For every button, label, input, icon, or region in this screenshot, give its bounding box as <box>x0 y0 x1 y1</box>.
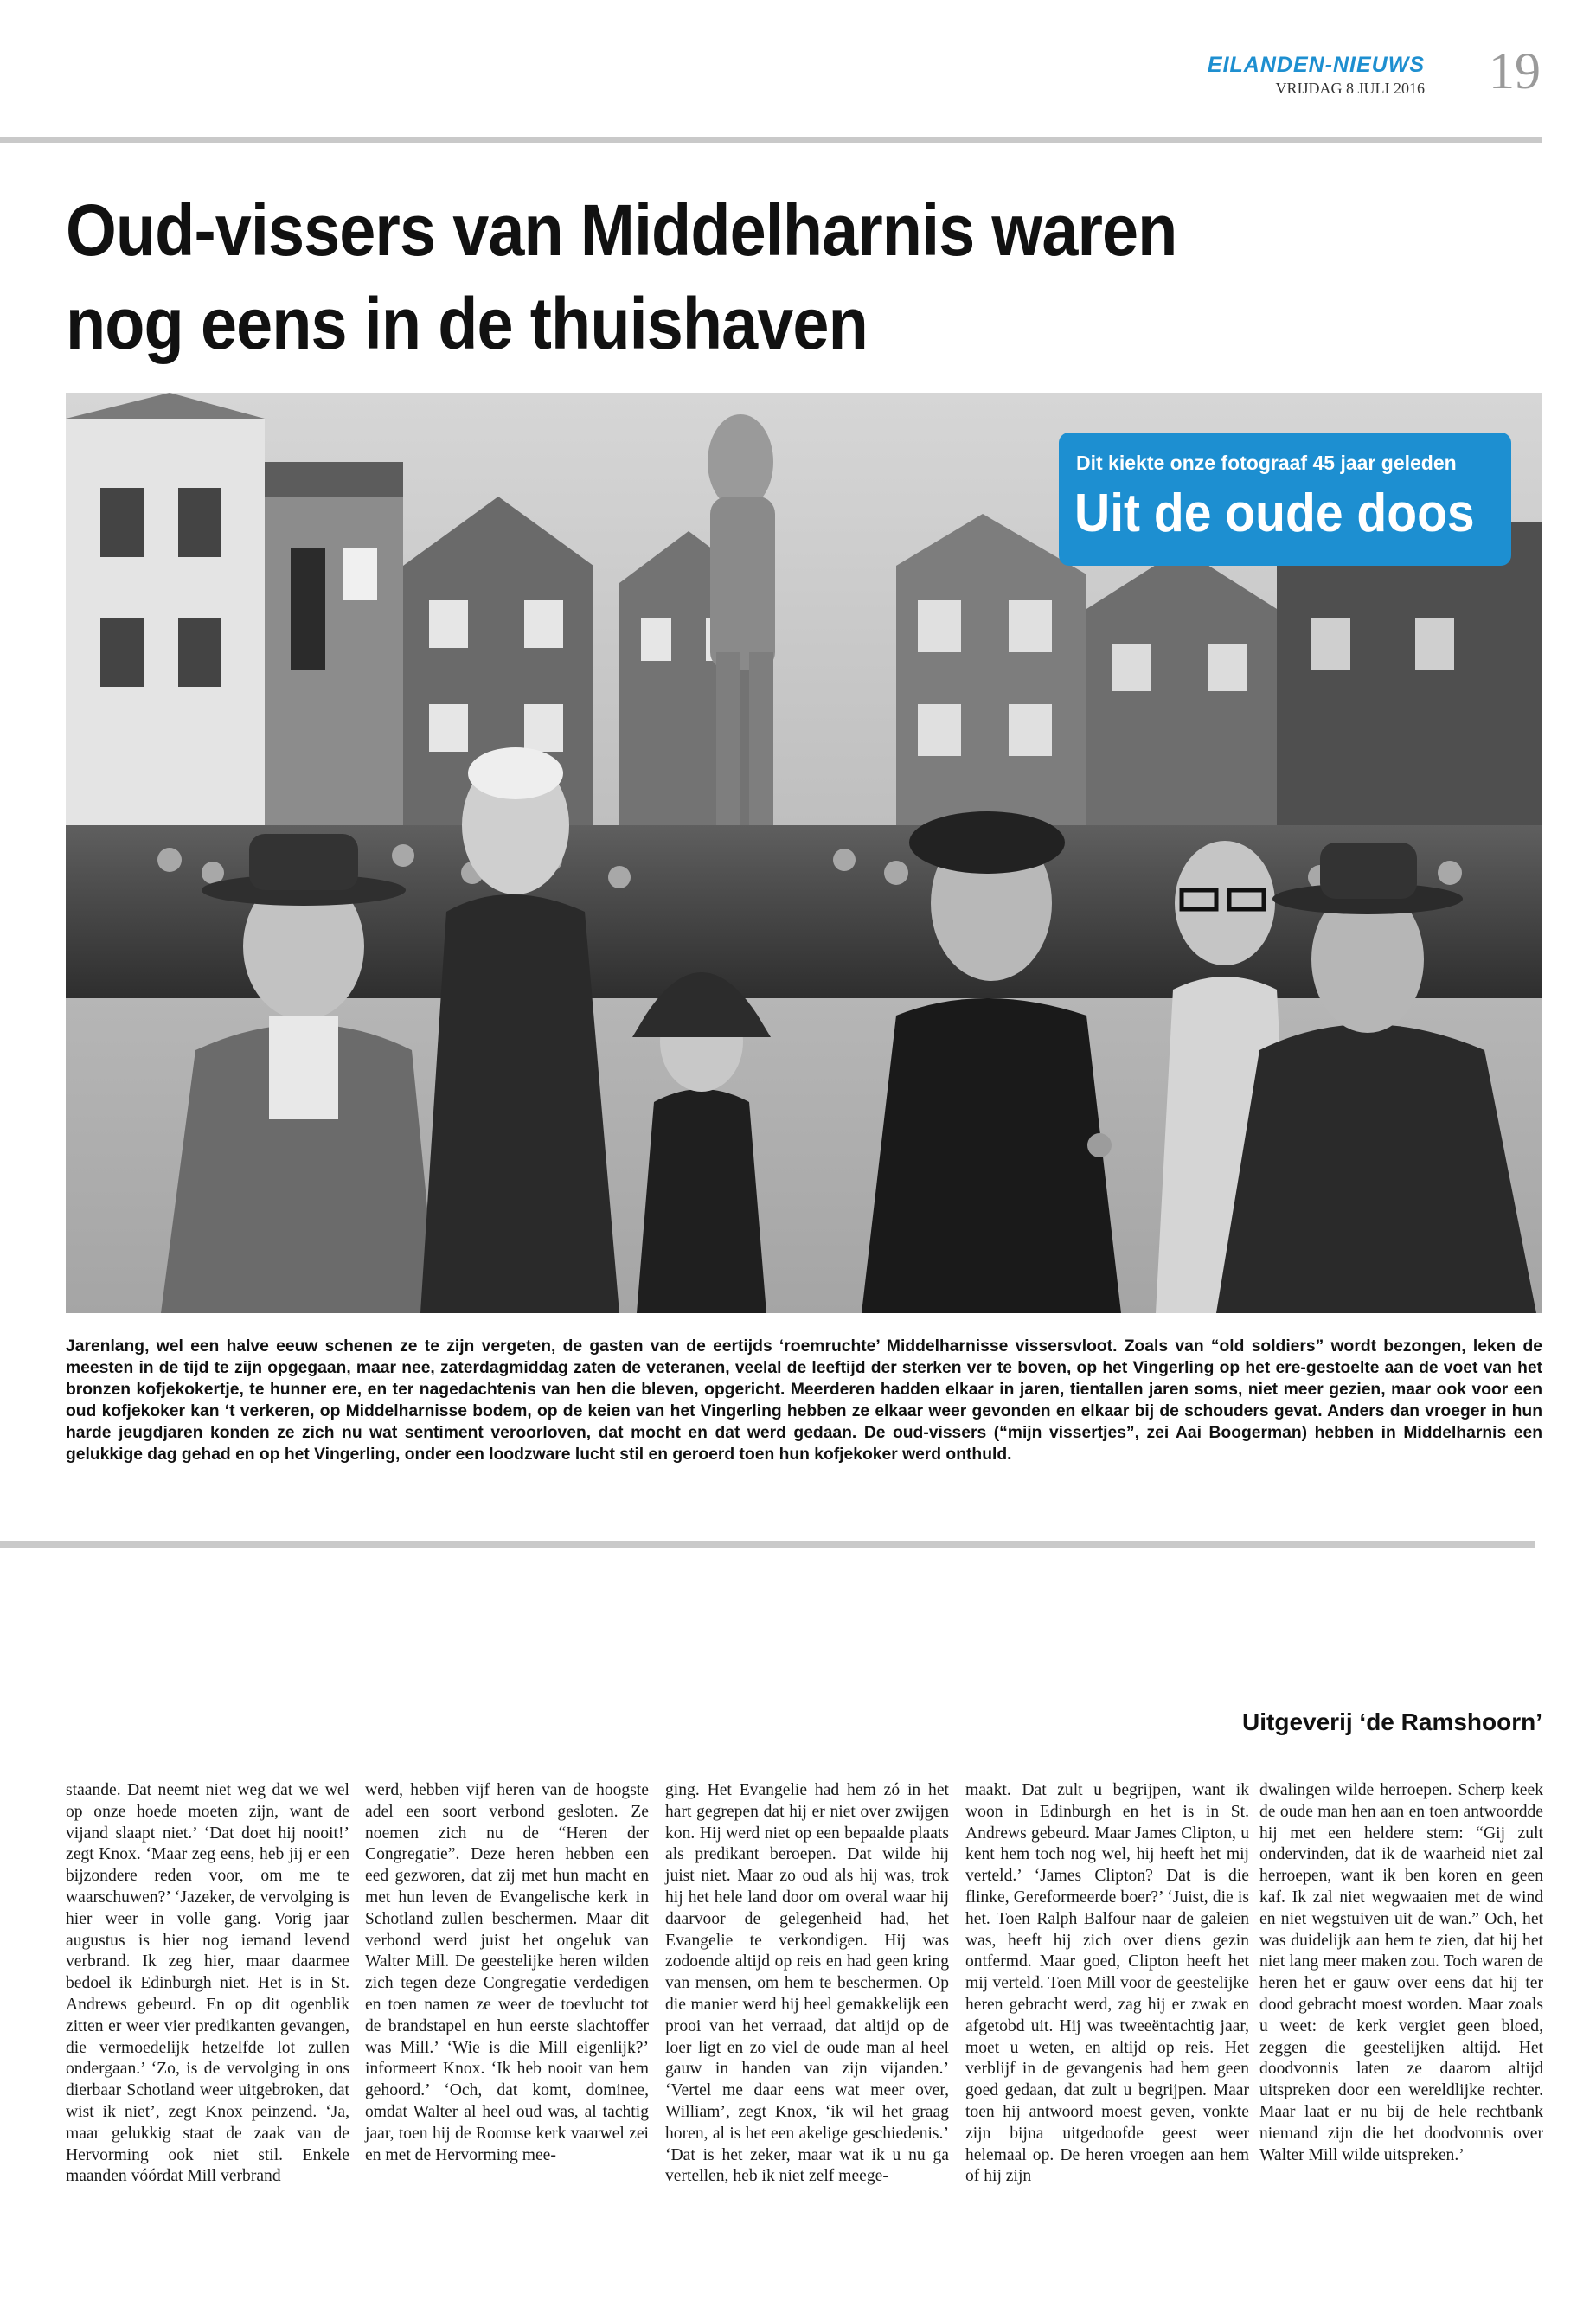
child-center <box>632 972 771 1313</box>
column-text: werd, hebben vijf heren van de hoogste adel een soort verbond gesloten. Ze noemen zich nu de “Heren der Congregatie”. Deze heren hebben een eed gezworen, dat zij met hun macht en met hun leven de Evangelische kerk in Schotland zullen beschermen. Maar dit verbond werd juist het ongeluk van Walter Mill. De geestelijke heren wilden zich tegen deze Congregatie verdedigen en toen namen ze weer de toevlucht tot de brandstapel en hun eerste slachtoffer was Mill.’ ‘Wie is die Mill eigenlijk?’ informeert Knox. ‘Ik heb nooit van hem gehoord.’ ‘Och, dat komt, dominee, omdat Walter al heel oud was, al tachtig jaar, toen hij de Roomse kerk vaarwel zei en met de Hervorming mee- <box>365 1781 649 2164</box>
badge-title: Uit de oude doos <box>1074 484 1475 543</box>
masthead <box>1208 54 1425 98</box>
issue-date: VRIJDAG 8 JULI 2016 <box>1275 80 1425 97</box>
column-text: maakt. Dat zult u begrijpen, want ik woon in Edinburgh en het is in St. Andrews gebeurd. Maar James Clipton, u kent hem toch nog wel, hij heeft het mij verteld.’ ‘James Clipton? Dat is die flinke, Gereformeerde boer?’ ‘Juist, die is het. Toen Ralph Balfour naar de galeien was, heeft hij zich over diens gezin ontfermd. Maar goed, Clipton heeft het mij verteld. Toen Mill voor de geestelijke heren gebracht werd, zag hij er zwak en afgetobd uit. Hij was tweeëntachtig jaar, moet u weten, en altijd op reis. Het verblijf in de gevangenis had hem geen goed gedaan, dat zult u begrijpen. Maar toen hij antwoord moest geven, vonkte zijn bijna uitgedoofde geest weer helemaal op. De heren vroegen aan hem of hij zijn <box>965 1781 1249 2186</box>
newspaper-brand: EILANDEN-NIEUWS <box>1207 53 1425 77</box>
badge-subtitle: Dit kiekte onze fotograaf 45 jaar geleden <box>1076 452 1457 474</box>
publisher-label: Uitgeverij ‘de Ramshoorn’ <box>1242 1708 1542 1735</box>
page-title <box>66 183 1176 370</box>
column-text: staande. Dat neemt niet weg dat we wel op onze hoede moeten zijn, want de vijand slaapt niet.’ ‘Dat doet hij nooit!’ zegt Knox. ‘Maar zeg eens, heb jij er een bijzondere reden voor, om me te waarschuwen?’ ‘Jazeker, de vervolging is hier weer in volle gang. Vorig jaar augustus is hier nog iemand levend verbrand. Ik zeg hier, maar daarmee bedoel ik Edinburgh niet. Het is in St. Andrews gebeurd. En op dit ogenblik zitten er weer vier predikanten gevangen, die vermoedelijk hetzelfde lot zullen ondergaan.’ ‘Zo, is de vervolging in ons dierbaar Schotland weer uitgebroken, dat wist ik niet’, zegt Knox peinzend. ‘Ja, maar gelukkig staat de zaak van de Hervorming ook niet stil. Enkele maanden vóórdat Mill verbrand <box>66 1781 349 2186</box>
middle-divider <box>0 1541 1535 1548</box>
headline-line-1: Oud-vissers van Middelharnis waren <box>66 189 1177 271</box>
article-column-5 <box>1259 1780 1543 2166</box>
article-column-1 <box>66 1780 349 2188</box>
article-column-3 <box>665 1780 949 2188</box>
article-column-4 <box>965 1780 1249 2188</box>
retro-badge <box>1059 433 1511 566</box>
column-text: dwalingen wilde herroepen. Scherp keek de oude man hen aan en toen antwoordde hij met een heldere stem: “Gij zult ondervinden, dat ik de waarheid niet zal herroepen, want ik ben koren en geen kaf. Ik zal niet wegwaaien met de wind en niet wegstuiven uit de wan.” Och, het was duidelijk aan hem te zien, dat hij het niet lang meer maken zou. Toch waren de heren het er gauw over eens dat hij ter dood gebracht moest worden. Maar zoals u weet: de kerk vergiet geen bloed, zeggen die geestelijken altijd. Het doodvonnis laten ze daarom altijd uitspreken door een wereldlijke rechter. Maar laat er nu bij de hele rechtbank niemand zijn die het doodvonnis over Walter Mill wilde uitspreken.’ <box>1259 1781 1543 2164</box>
buildings-right <box>1086 522 1542 825</box>
article-column-2 <box>365 1780 649 2166</box>
page-number: 19 <box>1489 42 1541 99</box>
column-text: ging. Het Evangelie had hem zó in het hart gegrepen dat hij er niet over zwijgen kon. Hij werd niet op een bepaalde plaats als predikant beroepen. Dat wilde hij juist niet. Maar zo oud als hij was, trok hij het hele land door om overal waar hij daarvoor de gelegenheid had, het Evangelie te verkondigen. Hij was zodoende altijd op reis en had geen kring van mensen, om hem te beschermen. Op die manier werd hij heel gemakkelijk een prooi van het verraad, dat altijd op de loer ligt en zo viel de oude man al heel gauw in handen van zijn vijanden.’ ‘Vertel me daar eens wat meer over, William’, zegt Knox, ‘ik wil het graag horen, al is het een akelige geschiedenis.’ ‘Dat is het zeker, maar wat ik u nu ga vertellen, heb ik niet zelf meege- <box>665 1781 949 2186</box>
photo-caption: Jarenlang, wel een halve eeuw schenen ze te zijn vergeten, de gasten van de eertijds ‘roemruchte’ Middelharnisse vissersvloot. Zoals van “old soldiers” wordt bezongen, leken de meesten in de tijd te zijn opgegaan, maar nee, zaterdagmiddag zaten de veteranen, veelal de leeftijd der sterken ver te boven, op het Vingerling op het ere-gestoelte aan de voet van het bronzen kofjekokertje, te hunner ere, en ter nagedachtenis van hen die bleven, opgericht. Meerderen hadden elkaar in jaren, tientallen jaren soms, niet meer gezien, maar ook voor een oud kofjekoker kan ‘t verkeren, op Middelharnisse bodem, op de keien van het Vingerling hebben ze elkaar weer gevonden en elkaar bij de schouders gevat. Anders dan vroeger in hun harde jeugdjaren konden ze zich nu wat sentiment veroorloven, dat mocht en dat werd gedaan. De oud-vissers (“mijn vissertjes”, zei Aai Boogerman) hebben in Middelharnis een gelukkige dag gehad en op het Vingerling, onder een loodzware lucht stil en geroerd toen hun kofjekoker werd onthuld. <box>66 1337 1542 1464</box>
headline-line-2: nog eens in de thuishaven <box>66 283 868 364</box>
top-divider <box>0 137 1542 143</box>
